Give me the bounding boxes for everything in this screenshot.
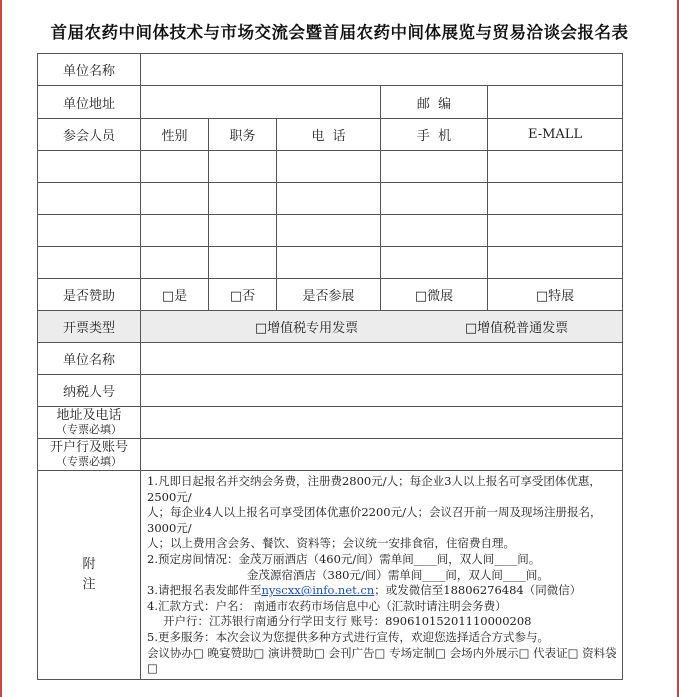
- attendee-row: [38, 151, 623, 183]
- input-unit-address[interactable]: [141, 86, 381, 119]
- label-unit-address: 单位地址: [38, 86, 141, 119]
- notes-content: [141, 471, 623, 680]
- attendee-gender-cell[interactable]: [141, 183, 209, 215]
- input-bank-account[interactable]: [141, 439, 623, 471]
- note-2b: 金茂源宿酒店（380元/间）需单间____间，双人间____间。: [247, 567, 549, 582]
- note-5a: 5.更多服务：本次会议为您提供多种方式进行宣传，欢迎您选择适合方式参与。: [147, 629, 549, 644]
- row-unit-name: [38, 54, 623, 86]
- label-unit-name: 单位名称: [38, 54, 141, 86]
- note-4a: 4.汇款方式：户名： 南通市农药市场信息中心（汇款时请注明会务费）: [147, 598, 507, 613]
- attendee-position-cell[interactable]: [209, 215, 277, 247]
- input-unit-name[interactable]: [141, 54, 623, 86]
- attendee-position-cell[interactable]: [209, 183, 277, 215]
- invoice-special-checkbox[interactable]: □增值税专用发票: [254, 321, 359, 336]
- attendee-gender-cell[interactable]: [141, 215, 209, 247]
- attendee-gender-cell[interactable]: [141, 247, 209, 279]
- row-invoice-type: [38, 311, 623, 343]
- attendee-row: [38, 247, 623, 279]
- note-1a: 1.凡即日起报名并交纳会务费，注册费2800元/人；每企业3人以上报名可享受团体优惠，2500元/: [147, 474, 601, 504]
- label-position: 职务: [209, 119, 277, 151]
- label-address-phone-text: 地址及电话: [56, 407, 122, 423]
- label-postcode: 邮 编: [381, 86, 488, 119]
- input-invoice-unit-name[interactable]: [141, 343, 623, 375]
- label-mobile: 手 机: [381, 119, 488, 151]
- sponsor-yes-checkbox[interactable]: □是: [141, 279, 209, 311]
- label-bank-account: [38, 439, 141, 471]
- row-invoice-unit-name: [38, 343, 623, 375]
- invoice-normal-checkbox[interactable]: □增值税普通发票: [464, 321, 569, 336]
- attendee-email-cell[interactable]: [488, 215, 623, 247]
- notes-label-2: 注: [82, 576, 96, 592]
- attendee-row: [38, 215, 623, 247]
- label-sponsor: 是否赞助: [38, 279, 141, 311]
- label-address-phone: [38, 407, 141, 439]
- attendee-email-cell[interactable]: [488, 183, 623, 215]
- exhibit-special-checkbox[interactable]: □特展: [488, 279, 623, 311]
- attendee-name-cell[interactable]: [38, 183, 141, 215]
- label-phone: 电 话: [277, 119, 381, 151]
- exhibit-micro-checkbox[interactable]: □微展: [381, 279, 488, 311]
- row-notes: [38, 471, 623, 680]
- row-attendee-header: [38, 119, 623, 151]
- sponsor-no-checkbox[interactable]: □否: [209, 279, 277, 311]
- attendee-mobile-cell[interactable]: [381, 215, 488, 247]
- attendee-phone-cell[interactable]: [277, 215, 381, 247]
- row-unit-address: [38, 86, 623, 119]
- attendee-mobile-cell[interactable]: [381, 247, 488, 279]
- label-gender: 性别: [141, 119, 209, 151]
- row-bank-account: [38, 439, 623, 471]
- email-link[interactable]: nyscxx@info.net.cn: [261, 583, 375, 598]
- attendee-email-cell[interactable]: [488, 151, 623, 183]
- invoice-type-options: [141, 311, 623, 343]
- label-invoice-unit-name: 单位名称: [38, 343, 141, 375]
- input-postcode[interactable]: [488, 86, 623, 119]
- attendee-gender-cell[interactable]: [141, 151, 209, 183]
- label-bank-account-text: 开户行及账号: [49, 439, 128, 455]
- note-3-prefix: 3.请把报名表发邮件至: [147, 583, 262, 598]
- input-taxpayer-id[interactable]: [141, 375, 623, 407]
- note-1c: 人；以上费用含会务、餐饮、资料等；会议统一安排食宿，住宿费自理。: [147, 536, 515, 551]
- note-3: [147, 583, 618, 599]
- label-bank-account-note: （专票必填）: [56, 454, 122, 468]
- label-invoice-type: 开票类型: [38, 311, 141, 343]
- attendee-phone-cell[interactable]: [277, 247, 381, 279]
- note-3-suffix: ；或发微信至18806276484（同微信）: [374, 583, 582, 598]
- notes-label-1: 附: [82, 556, 96, 572]
- note-2a: 2.预定房间情况：金茂万丽酒店（460元/间）需单间____间，双人间____间。: [147, 551, 541, 566]
- attendee-row: [38, 183, 623, 215]
- attendee-name-cell[interactable]: [38, 151, 141, 183]
- attendee-name-cell[interactable]: [38, 247, 141, 279]
- label-exhibit: 是否参展: [277, 279, 381, 311]
- attendee-position-cell[interactable]: [209, 151, 277, 183]
- attendee-phone-cell[interactable]: [277, 183, 381, 215]
- label-taxpayer-id: 纳税人号: [38, 375, 141, 407]
- attendee-mobile-cell[interactable]: [381, 183, 488, 215]
- attendee-email-cell[interactable]: [488, 247, 623, 279]
- label-address-phone-note: （专票必填）: [56, 422, 122, 436]
- attendee-phone-cell[interactable]: [277, 151, 381, 183]
- label-attendees: 参会人员: [38, 119, 141, 151]
- note-1b: 人；每企业4人以上报名可享受团体优惠价2200元/人；会议召开前一周及现场注册报名，3000元/: [147, 505, 602, 535]
- attendee-position-cell[interactable]: [209, 247, 277, 279]
- form-title: 首届农药中间体技术与市场交流会暨首届农药中间体展览与贸易洽谈会报名表: [50, 23, 629, 42]
- note-5b[interactable]: 会议协办□ 晚宴赞助□ 演讲赞助□ 会刊广告□ 专场定制□ 会场内外展示□ 代表证□ 资料袋□: [147, 645, 617, 676]
- label-email: E-MALL: [488, 119, 623, 151]
- registration-form-table: [37, 53, 623, 680]
- left-border-line: [0, 0, 2, 697]
- attendee-name-cell[interactable]: [38, 215, 141, 247]
- note-4b: 开户行：江苏银行南通分行学田支行 账号：89061015201110000208: [163, 614, 532, 629]
- attendee-mobile-cell[interactable]: [381, 151, 488, 183]
- row-address-phone: [38, 407, 623, 439]
- input-address-phone[interactable]: [141, 407, 623, 439]
- row-taxpayer-id: [38, 375, 623, 407]
- notes-label: [38, 471, 141, 680]
- row-sponsor-exhibit: [38, 279, 623, 311]
